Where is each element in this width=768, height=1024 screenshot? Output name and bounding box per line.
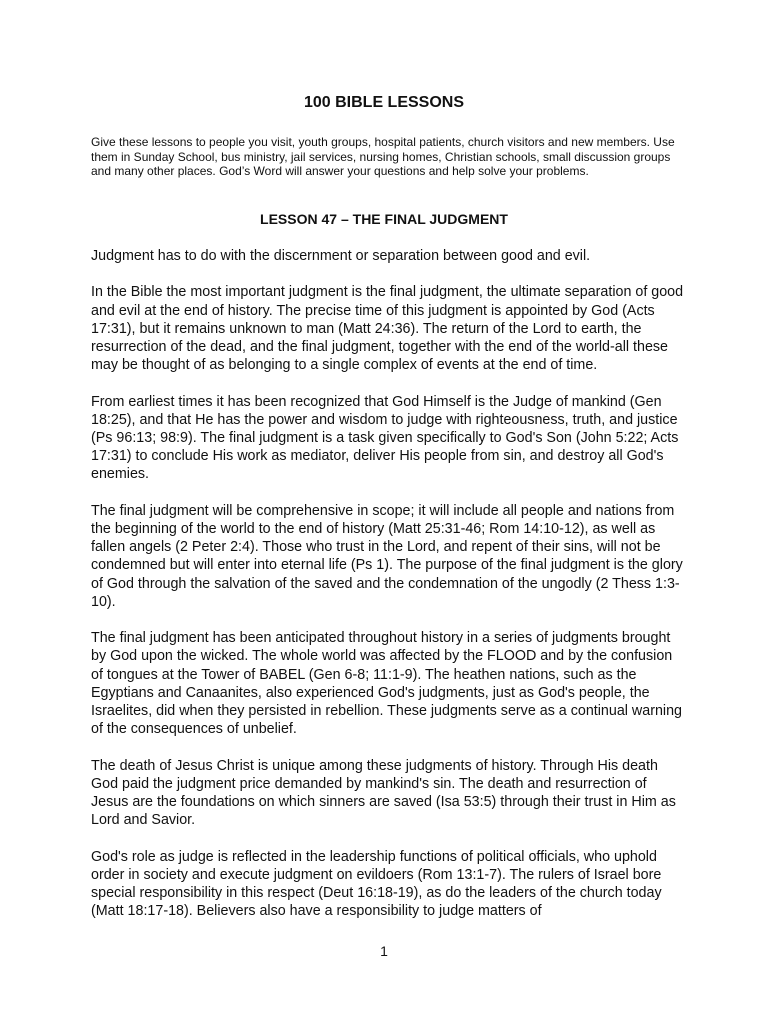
lesson-title: LESSON 47 – THE FINAL JUDGMENT bbox=[260, 211, 508, 227]
body-paragraph: Judgment has to do with the discernment or separation between good and evil. bbox=[91, 248, 591, 264]
body-paragraph: In the Bible the most important judgment is the final judgment, the ultimate separation of good and evil at the end of history. The precise time of this judgment is appointed by God (Acts 17:31), but it remains unknown to man (Matt 24:36). The return of the Lord to earth, the resurrection of the dead, and the final judgment, together with the end of the world-all these may be thought of as belonging to a single complex of events at the end of time. bbox=[91, 284, 684, 374]
body-paragraph: From earliest times it has been recognized that God Himself is the Judge of mankind (Gen 18:25), and that He has the power and wisdom to judge with righteousness, truth, and justice (Ps 96:13; 98:9). The final judgment is a task given specifically to God's Son (John 5:22; Acts 17:31) to conclude His work as mediator, deliver His people from sin, and destroy all God's enemies. bbox=[91, 393, 679, 483]
document-title: 100 BIBLE LESSONS bbox=[303, 94, 465, 111]
page-number: 1 bbox=[380, 943, 388, 959]
body-paragraph: The death of Jesus Christ is unique among these judgments of history. Through His death God paid the judgment price demanded by mankind's sin. The death and resurrection of Jesus are the foundations on which sinners are saved (Isa 53:5) through their trust in Him as Lord and Savior. bbox=[91, 757, 676, 829]
intro-paragraph: Give these lessons to people you visit, youth groups, hospital patients, church visitors and new members. Use them in Sunday School, bus ministry, jail services, nursing homes, Christian schools, small discussion groups and many other places. God’s Word will answer your questions and help solve your problems. bbox=[91, 135, 675, 179]
body-paragraph: The final judgment will be comprehensive in scope; it will include all people and nations from the beginning of the world to the end of history (Matt 25:31-46; Rom 14:10-12), as well as fallen angels (2 Peter 2:4). Those who trust in the Lord, and repent of their sins, will not be condemned but will enter into eternal life (Ps 1). The purpose of the final judgment is the glory of God through the salvation of the saved and the condemnation of the ungodly (2 Thess 1:3-10). bbox=[91, 502, 683, 610]
body-paragraph: God's role as judge is reflected in the leadership functions of political officials, who uphold order in society and execute judgment on evildoers (Rom 13:1-7). The rulers of Israel bore special responsibility in this respect (Deut 16:18-19), as do the leaders of the church today (Matt 18:17-18). Believers also have a responsibility to judge matters of bbox=[91, 848, 662, 920]
body-paragraph: The final judgment has been anticipated throughout history in a series of judgments brought by God upon the wicked. The whole world was affected by the FLOOD and by the confusion of tongues at the Tower of BABEL (Gen 6-8; 11:1-9). The heathen nations, such as the Egyptians and Canaanites, also experienced God's judgments, just as God's people, the Israelites, did when they persisted in rebellion. These judgments serve as a continual warning of the consequences of unbelief. bbox=[91, 630, 683, 738]
lesson-body bbox=[91, 247, 685, 939]
